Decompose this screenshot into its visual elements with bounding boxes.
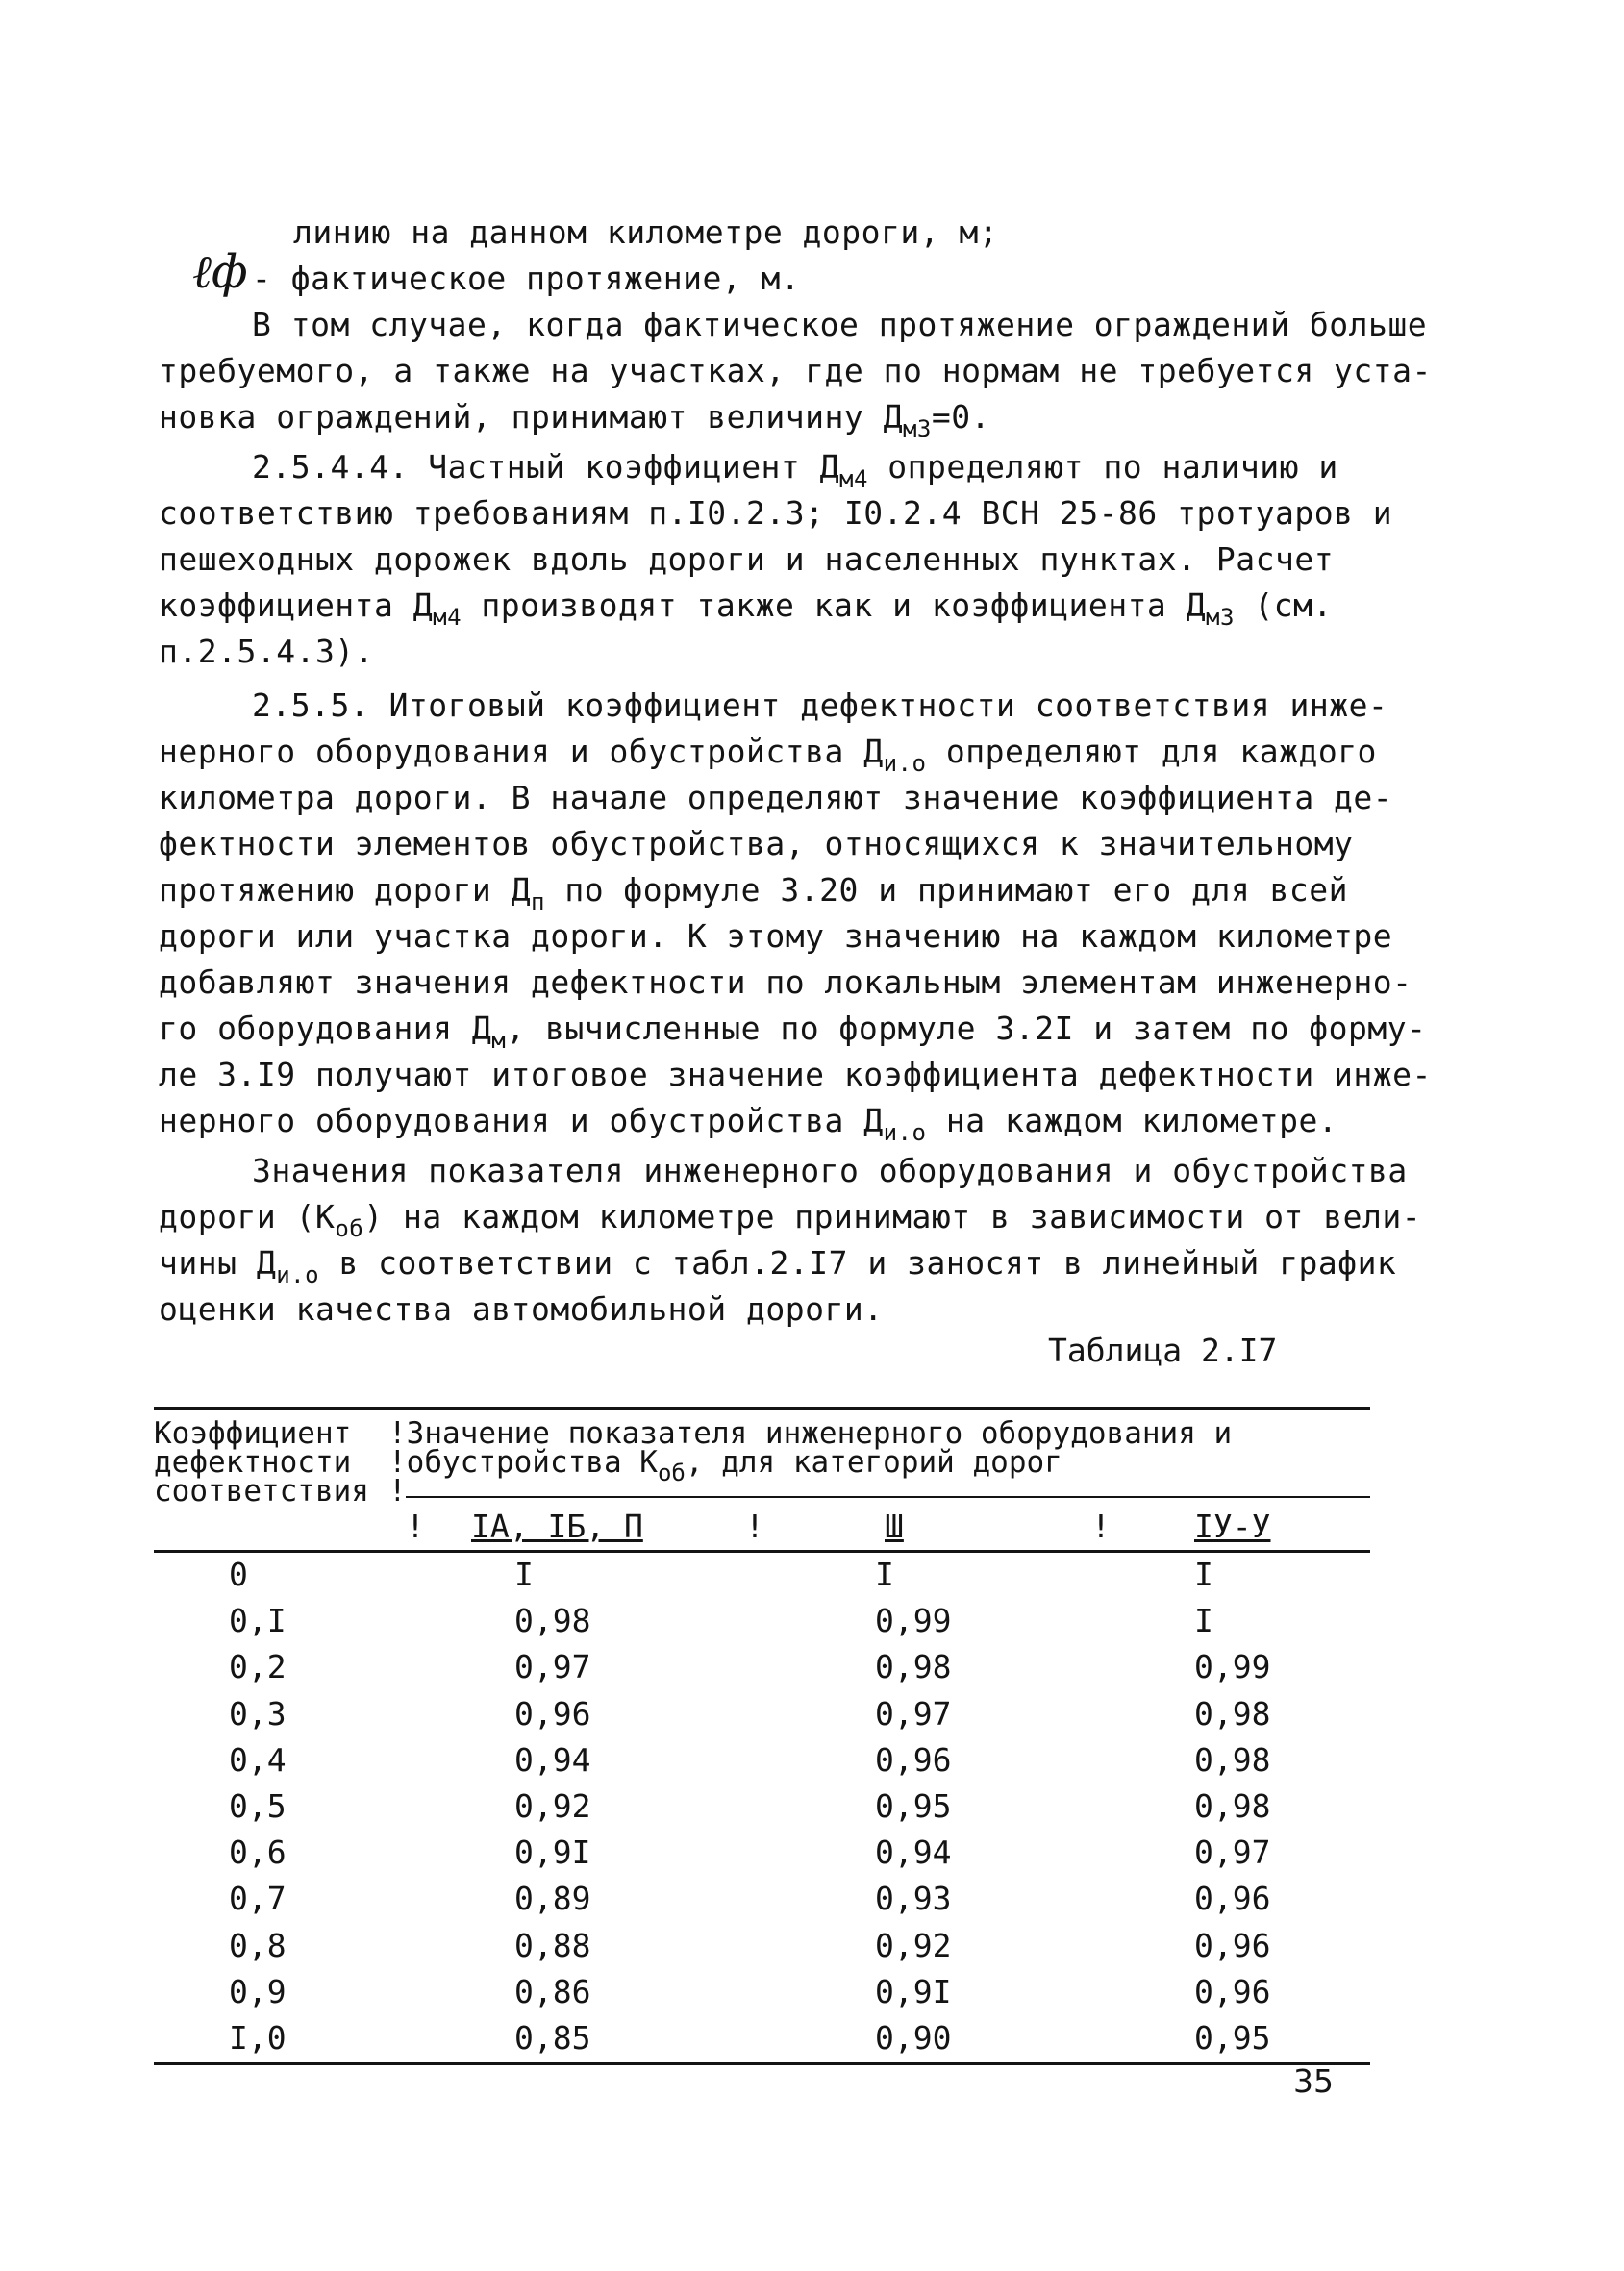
text-line: коэффициента $Д_{м4}$ производят также как и коэффициента $Д_{м3}$ (см. [159,586,1333,631]
table-subheader: IA, IБ, П [471,1508,643,1545]
text-line: новка ограждений, принимают величину $Д_{м3}=0$. [159,398,990,442]
table-cell: 0,89 [514,1880,591,1918]
text-line: нерного оборудования и обустройства $Д_{и.о}$ определяют для каждого [159,733,1377,777]
table-cell: 0,93 [875,1880,952,1918]
text-line: 2.5.5. Итоговый коэффициент дефектности соответствия инже- [252,686,1388,724]
table-cell: 0,95 [875,1787,952,1825]
table-header-col1: дефектности [154,1445,352,1480]
table-row-key: 0,2 [229,1648,287,1686]
table-subheader: Ш [885,1508,904,1545]
table-row-key: 0,3 [229,1694,287,1733]
table-header-group: !Значение показателя инженерного оборудования и [388,1416,1233,1451]
table-cell: 0,88 [514,1926,591,1964]
table-caption: Таблица 2.I7 [1048,1332,1278,1369]
table-cell: 0,99 [1194,1648,1271,1686]
table-cell: I [1194,1602,1213,1640]
table-row-key: 0,I [229,1602,287,1640]
table-cell: I [1194,1556,1213,1593]
table-cell: I [875,1556,894,1593]
table-row-key: 0,9 [229,1972,287,2010]
table-row-key: 0 [229,1556,248,1593]
table-row-key: 0,5 [229,1787,287,1825]
table-header-sep: ! [406,1508,425,1545]
table-header-bang: ! [388,1474,407,1509]
text-line: В том случае, когда фактическое протяжение ограждений больше [252,306,1428,343]
table-cell: 0,96 [514,1694,591,1733]
table-header-bottom-rule [154,1550,1370,1553]
table-cell: 0,96 [875,1740,952,1779]
text-line: протяжению дороги $Д_п$ по формуле 3.20 и принимают его для всей [159,871,1349,915]
text-line: пешеходных дорожек вдоль дороги и населенных пунктах. Расчет [159,540,1335,578]
text-line: дороги или участка дороги. К этому значению на каждом километре [159,917,1393,955]
table-cell: 0,98 [1194,1787,1271,1825]
text-line: чины $Д_{и.о}$ в соответствии с табл.2.I7 и заносят в линейный график [159,1244,1397,1288]
table-row-key: 0,6 [229,1834,287,1872]
page-number: 35 [1293,2062,1334,2100]
table-cell: 0,9I [514,1834,591,1872]
l-phi-symbol: ℓф [192,245,248,299]
table-cell: 0,96 [1194,1880,1271,1918]
table-header-sep: ! [1091,1508,1111,1545]
text-line: 2.5.4.4. Частный коэффициент $Д_{м4}$ определяют по наличию и [252,448,1338,492]
table-cell: 0,92 [514,1787,591,1825]
table-cell: 0,86 [514,1972,591,2010]
table-cell: 0,96 [1194,1972,1271,2010]
table-cell: 0,98 [514,1602,591,1640]
text-line: Значения показателя инженерного оборудования и обустройства [252,1152,1408,1189]
text-line: п.2.5.4.3). [159,633,375,670]
table-row-key: 0,7 [229,1880,287,1918]
table-header-group: !обустройства $К_{об}$, для категорий дорог [388,1445,1062,1486]
text-line: нерного оборудования и обустройства $Д_{и.о}$ на каждом километре. [159,1102,1338,1146]
table-cell: 0,85 [514,2019,591,2057]
text-line: го оборудования $Д_м$, вычисленные по формуле 3.2I и затем по форму- [159,1010,1427,1054]
text-line: соответствию требованиям п.I0.2.3; I0.2.4 ВСН 25-86 тротуаров и [159,494,1393,532]
table-subheader: IУ-У [1194,1508,1271,1545]
table-cell: 0,98 [875,1648,952,1686]
table-cell: 0,94 [875,1834,952,1872]
table-cell: I [514,1556,534,1593]
text-line: ле 3.I9 получают итоговое значение коэффициента дефектности инже- [159,1056,1432,1093]
text-line: требуемого, а также на участках, где по нормам не требуется уста- [159,352,1432,389]
table-cell: 0,97 [875,1694,952,1733]
text-line: фектности элементов обустройства, относящихся к значительному [159,825,1354,862]
text-line: линию на данном километре дороги, м; [293,213,999,251]
table-cell: 0,97 [514,1648,591,1686]
text-line: оценки качества автомобильной дороги. [159,1290,884,1328]
table-cell: 0,97 [1194,1834,1271,1872]
table-cell: 0,99 [875,1602,952,1640]
table-header-col1: соответствия [154,1474,369,1509]
table-header-rule [406,1496,1370,1498]
table-header-col1: Коэффициент [154,1416,352,1451]
table-cell: 0,96 [1194,1926,1271,1964]
table-row-key: 0,4 [229,1740,287,1779]
table-cell: 0,92 [875,1926,952,1964]
table-row-key: I,0 [229,2019,287,2057]
text-line: - фактическое протяжение, м. [252,260,801,297]
table-row-key: 0,8 [229,1926,287,1964]
table-cell: 0,90 [875,2019,952,2057]
text-line: километра дороги. В начале определяют значение коэффициента де- [159,779,1393,816]
table-cell: 0,98 [1194,1694,1271,1733]
table-header-sep: ! [745,1508,764,1545]
table-cell: 0,94 [514,1740,591,1779]
table-cell: 0,95 [1194,2019,1271,2057]
text-line: дороги $(К_{об})$ на каждом километре принимают в зависимости от вели- [159,1198,1422,1242]
table-top-rule [154,1407,1370,1410]
table-bottom-rule [154,2062,1370,2065]
table-cell: 0,9I [875,1972,952,2010]
table-cell: 0,98 [1194,1740,1271,1779]
text-line: добавляют значения дефектности по локальным элементам инженерно- [159,963,1412,1001]
